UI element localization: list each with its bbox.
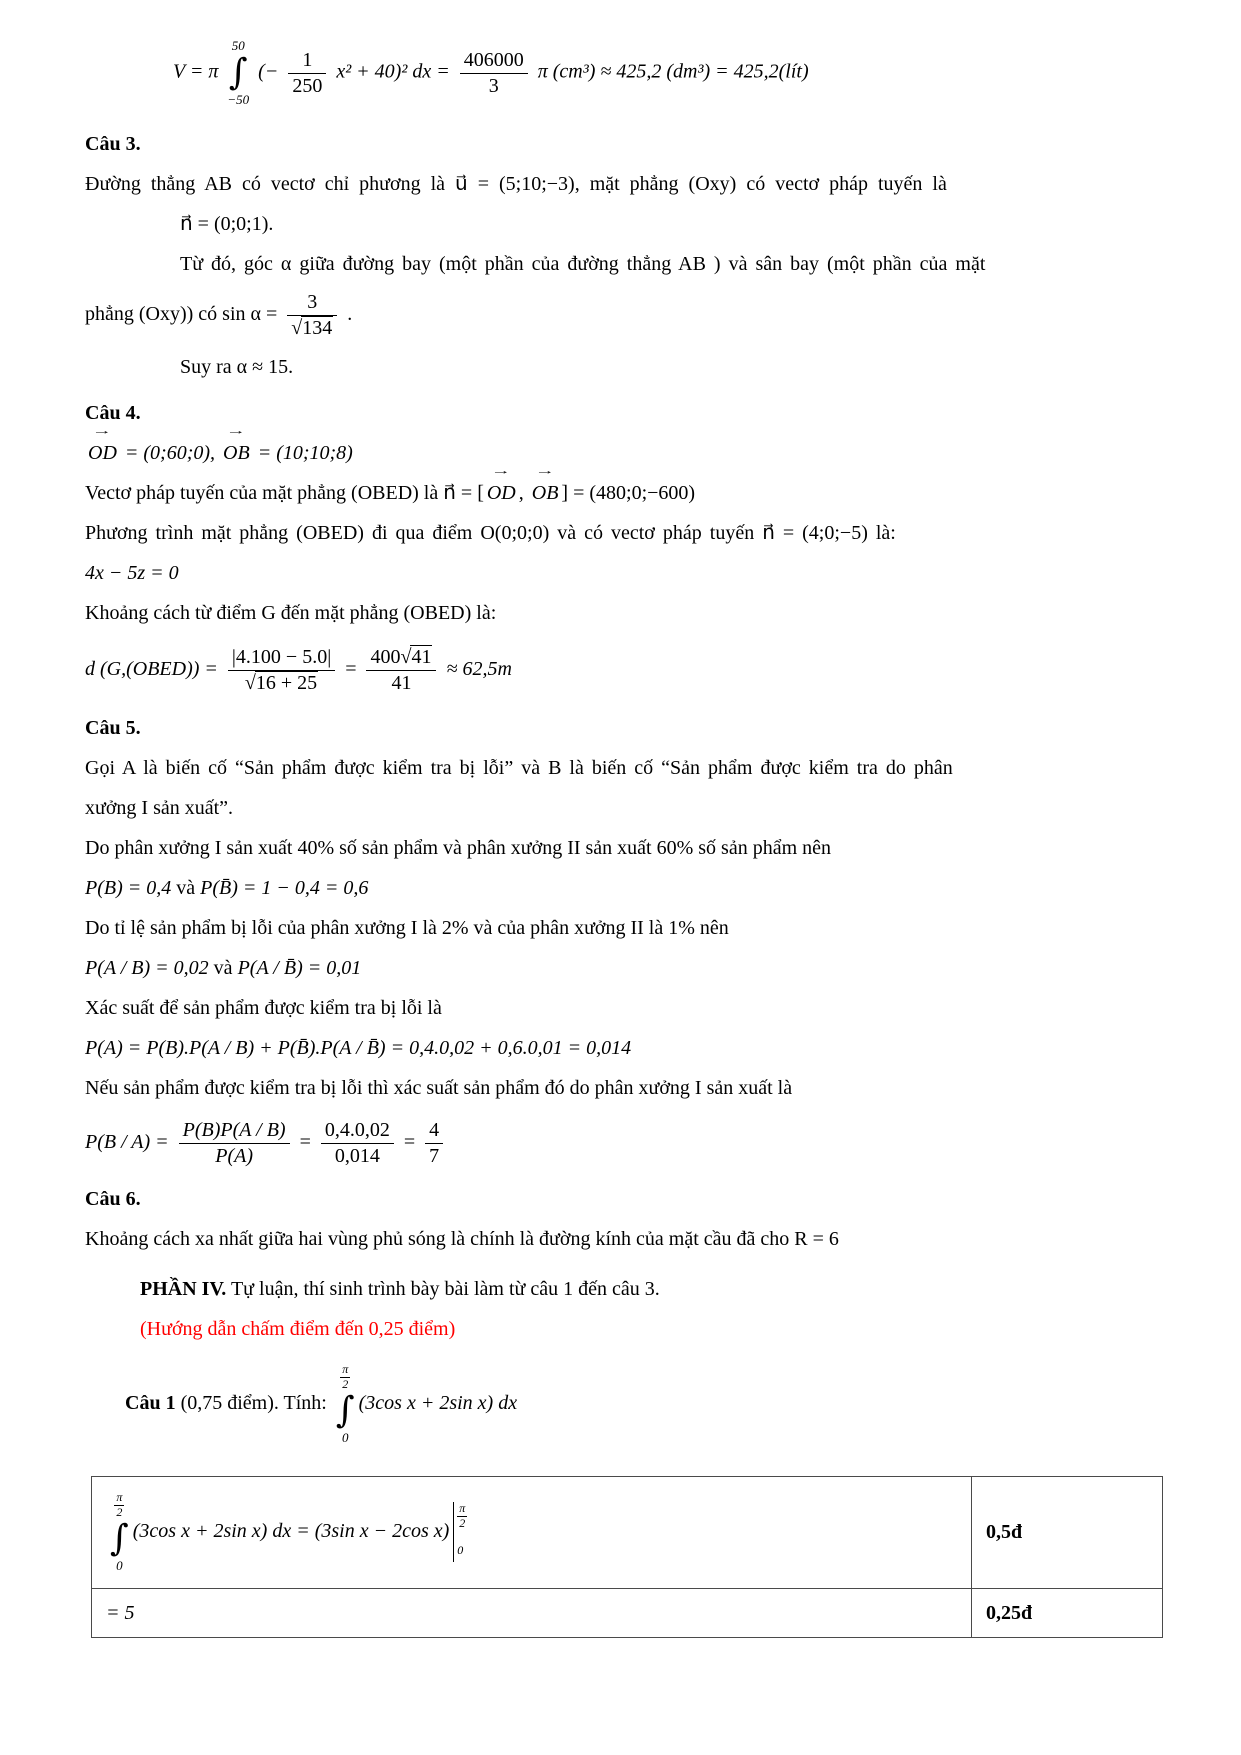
fraction [321, 1118, 394, 1169]
integral-upper-limit: 50 [231, 38, 245, 53]
evaluation-bar-limits [454, 1502, 467, 1562]
cau6-heading: Câu 6. [85, 1188, 141, 1211]
cau3-sin-period: . [347, 303, 353, 326]
radicand: 41 [411, 646, 432, 669]
formula-volume-lhs: V = π [173, 60, 219, 83]
fraction-denominator [287, 315, 337, 341]
fraction-numerator: 0,4.0,02 [324, 1119, 390, 1142]
radical-sign: √ [291, 317, 302, 340]
fraction-denominator: 7 [425, 1143, 443, 1169]
limit-numerator: π [342, 1362, 349, 1377]
cau5-paragraph-1a: Gọi A là biến cố “Sản phẩm được kiểm tra bị lỗi” và B là biến cố “Sản phẩm được kiểm tra do phân [85, 757, 953, 780]
cau4-od-value: = (0;60;0), [119, 442, 221, 465]
cau5-paragraph-1b: xưởng I sản xuất”. [85, 797, 234, 820]
prob-b: P(B) = 0,4 [85, 877, 172, 900]
cau3-paragraph-1: Đường thẳng AB có vectơ chỉ phương là u⃗ = (5;10;−3), mặt phẳng (Oxy) có vectơ pháp tuyến là [85, 173, 947, 196]
cau4-normal-vector-line [85, 465, 1163, 513]
eval-lower-limit: 0 [457, 1543, 464, 1558]
vector-ob-label: OB [223, 442, 250, 465]
integral-sign: ∫ [110, 1517, 129, 1559]
cau5-total-prob-line: P(A) = P(B).P(A / B) + P(B̄).P(A / B̄) = 0,4.0,02 + 0,6.0,01 = 0,014 [85, 1037, 632, 1060]
radicand: 16 + 25 [255, 672, 318, 695]
cau3-conclusion: Suy ra α ≈ 15. [180, 356, 294, 379]
fraction-denominator: 3 [460, 73, 528, 99]
bayes-eq1: = [299, 1131, 311, 1154]
cau1-integrand: (3cos x + 2sin x) dx [358, 1392, 518, 1415]
cau4-normal-pre: Vectơ pháp tuyến của mặt phẳng (OBED) là n⃗ = [ [85, 482, 484, 505]
vector-arrow-icon: → [491, 465, 512, 478]
cau6-paragraph: Khoảng cách xa nhất giữa hai vùng phủ sóng là chính là đường kính của mặt cầu đã cho R = 6 [85, 1228, 839, 1251]
and-word: và [208, 957, 238, 980]
integral-lower-limit: 0 [341, 1429, 349, 1445]
vector-od [88, 425, 117, 473]
fraction-denominator: 0,014 [321, 1143, 394, 1169]
cau5-prob-b-line [85, 868, 1163, 908]
fraction-denominator: P(A) [179, 1143, 290, 1169]
integral-lower-limit: −50 [227, 92, 250, 108]
integral-sign: ∫ [335, 1389, 355, 1431]
fraction-denominator [228, 670, 335, 696]
integral-with-limits [227, 38, 249, 108]
fraction-numerator [366, 645, 436, 670]
cau5-paragraph-5: Nếu sản phẩm được kiểm tra bị lỗi thì xác suất sản phẩm đó do phân xưởng I sản xuất là [85, 1077, 793, 1100]
fraction-numerator: 1 [302, 48, 313, 71]
cau1-line [125, 1363, 1163, 1446]
cau5-paragraph-4: Xác suất để sản phẩm được kiểm tra bị lỗi là [85, 997, 442, 1020]
prob-b-complement: P(B̄) = 1 − 0,4 = 0,6 [200, 877, 369, 900]
radical-sign: √ [244, 672, 255, 695]
cau4-plane-equation: 4x − 5z = 0 [85, 562, 179, 585]
bayes-lhs: P(B / A) = [85, 1131, 169, 1154]
prob-a-given-b-complement: P(A / B̄) = 0,01 [237, 957, 362, 980]
distance-eq: = [345, 658, 357, 681]
cau5-heading: Câu 5. [85, 717, 141, 740]
vector-ob-label: OB [531, 482, 559, 505]
cau4-distance-formula [85, 645, 1163, 696]
integral-upper-limit-fraction [114, 1491, 124, 1520]
cau3-paragraph-2: Từ đó, góc α giữa đường bay (một phần của đường thẳng AB ) và sân bay (một phần của mặt [180, 253, 986, 276]
fraction-numerator: 4 [429, 1119, 440, 1142]
score-cell: 0,25đ [972, 1588, 1163, 1637]
evaluation-bar [453, 1502, 467, 1562]
part4-text: Tự luận, thí sinh trình bày bài làm từ câu 1 đến câu 3. [226, 1278, 660, 1301]
cau3-sin-line [85, 290, 1163, 341]
fraction [179, 1118, 290, 1169]
fraction-numerator: P(B)P(A / B) [182, 1119, 286, 1142]
cau4-distance-intro: Khoảng cách từ điểm G đến mặt phẳng (OBED) là: [85, 602, 497, 625]
integral-with-limits [336, 1363, 355, 1446]
distance-lhs: d (G,(OBED)) = [85, 658, 218, 681]
integral-lower-limit: 0 [116, 1557, 123, 1573]
answer-cell-step2: = 5 [92, 1588, 972, 1637]
vector-ob [223, 425, 250, 473]
vector-arrow-icon: → [535, 465, 555, 478]
vector-arrow-icon: → [92, 425, 113, 438]
formula-volume [173, 38, 1163, 108]
table-row [92, 1476, 1163, 1588]
fraction-numerator: 406000 [463, 48, 524, 71]
fraction-denominator: 41 [366, 670, 436, 696]
fraction [228, 645, 335, 696]
square-root [245, 671, 318, 696]
coef: 400 [370, 646, 401, 669]
vector-od [486, 465, 516, 513]
square-root [400, 645, 432, 670]
and-word: và [171, 877, 201, 900]
cau4-heading: Câu 4. [85, 402, 141, 425]
vector-ob [531, 465, 559, 513]
fraction [425, 1118, 443, 1169]
cau4-normal-end: ] = (480;0;−600) [561, 482, 696, 505]
limit-denominator: 2 [116, 1504, 123, 1519]
cau4-plane-equation-intro: Phương trình mặt phẳng (OBED) đi qua điểm O(0;0;0) và có vectơ pháp tuyến n⃗ = (4;0;−5) là: [85, 522, 896, 545]
distance-result: ≈ 62,5m [446, 658, 512, 681]
part4-note: (Hướng dẫn chấm điểm đến 0,25 điểm) [140, 1318, 456, 1341]
part4-label: PHẦN IV. [140, 1278, 227, 1301]
cau5-paragraph-3: Do tỉ lệ sản phẩm bị lỗi của phân xưởng I là 2% và của phân xưởng II là 1% nên [85, 917, 729, 940]
table-row [92, 1588, 1163, 1637]
vector-od-label: OD [486, 482, 516, 505]
radical-sign: √ [400, 646, 411, 669]
cau1-label: Câu 1 [125, 1392, 176, 1415]
fraction-numerator: 3 [307, 291, 318, 314]
limit-denominator: 2 [459, 1516, 466, 1531]
fraction [288, 48, 326, 99]
answer-table [91, 1476, 1163, 1638]
fraction-denominator: 250 [288, 73, 326, 99]
part4-heading-line [140, 1269, 1163, 1309]
vector-od-label: OD [88, 442, 117, 465]
vector-arrow-icon: → [226, 425, 247, 438]
integral-sign: ∫ [228, 52, 248, 94]
cau5-prob-ab-line [85, 948, 1163, 988]
formula-volume-open: (− [258, 60, 279, 83]
limit-denominator: 2 [342, 1377, 349, 1392]
answer-cell-step1 [92, 1476, 972, 1588]
cau4-vectors-line [85, 425, 1163, 473]
cau3-sin-text: phẳng (Oxy)) có sin α = [85, 303, 278, 326]
prob-a-given-b: P(A / B) = 0,02 [85, 957, 209, 980]
cau1-text: (0,75 điểm). Tính: [175, 1392, 332, 1415]
eval-upper-limit-fraction [457, 1502, 467, 1531]
integral-upper-limit-fraction [340, 1363, 350, 1392]
integral-with-limits [110, 1491, 129, 1574]
formula-volume-result: π (cm³) ≈ 425,2 (dm³) = 425,2(lít) [537, 60, 809, 83]
bayes-eq2: = [403, 1131, 416, 1154]
step1-body: (3cos x + 2sin x) dx = (3sin x − 2cos x) [132, 1520, 450, 1543]
cau5-bayes-formula [85, 1118, 1163, 1169]
fraction-numerator: |4.100 − 5.0| [231, 646, 332, 669]
cau3-heading: Câu 3. [85, 133, 141, 156]
cau5-paragraph-2: Do phân xưởng I sản xuất 40% số sản phẩm và phân xưởng II sản xuất 60% số sản phẩm nên [85, 837, 832, 860]
score-cell: 0,5đ [972, 1476, 1163, 1588]
radicand: 134 [302, 317, 333, 340]
cau4-ob-value: = (10;10;8) [252, 442, 353, 465]
limit-numerator: π [459, 1501, 466, 1516]
fraction [366, 645, 436, 696]
limit-numerator: π [116, 1490, 123, 1505]
fraction [287, 290, 337, 341]
formula-volume-mid: x² + 40)² dx = [336, 60, 450, 83]
square-root [291, 316, 333, 341]
cau3-vector-n: n⃗ = (0;0;1). [180, 213, 274, 236]
fraction [460, 48, 528, 99]
cau4-normal-sep: , [518, 482, 529, 505]
